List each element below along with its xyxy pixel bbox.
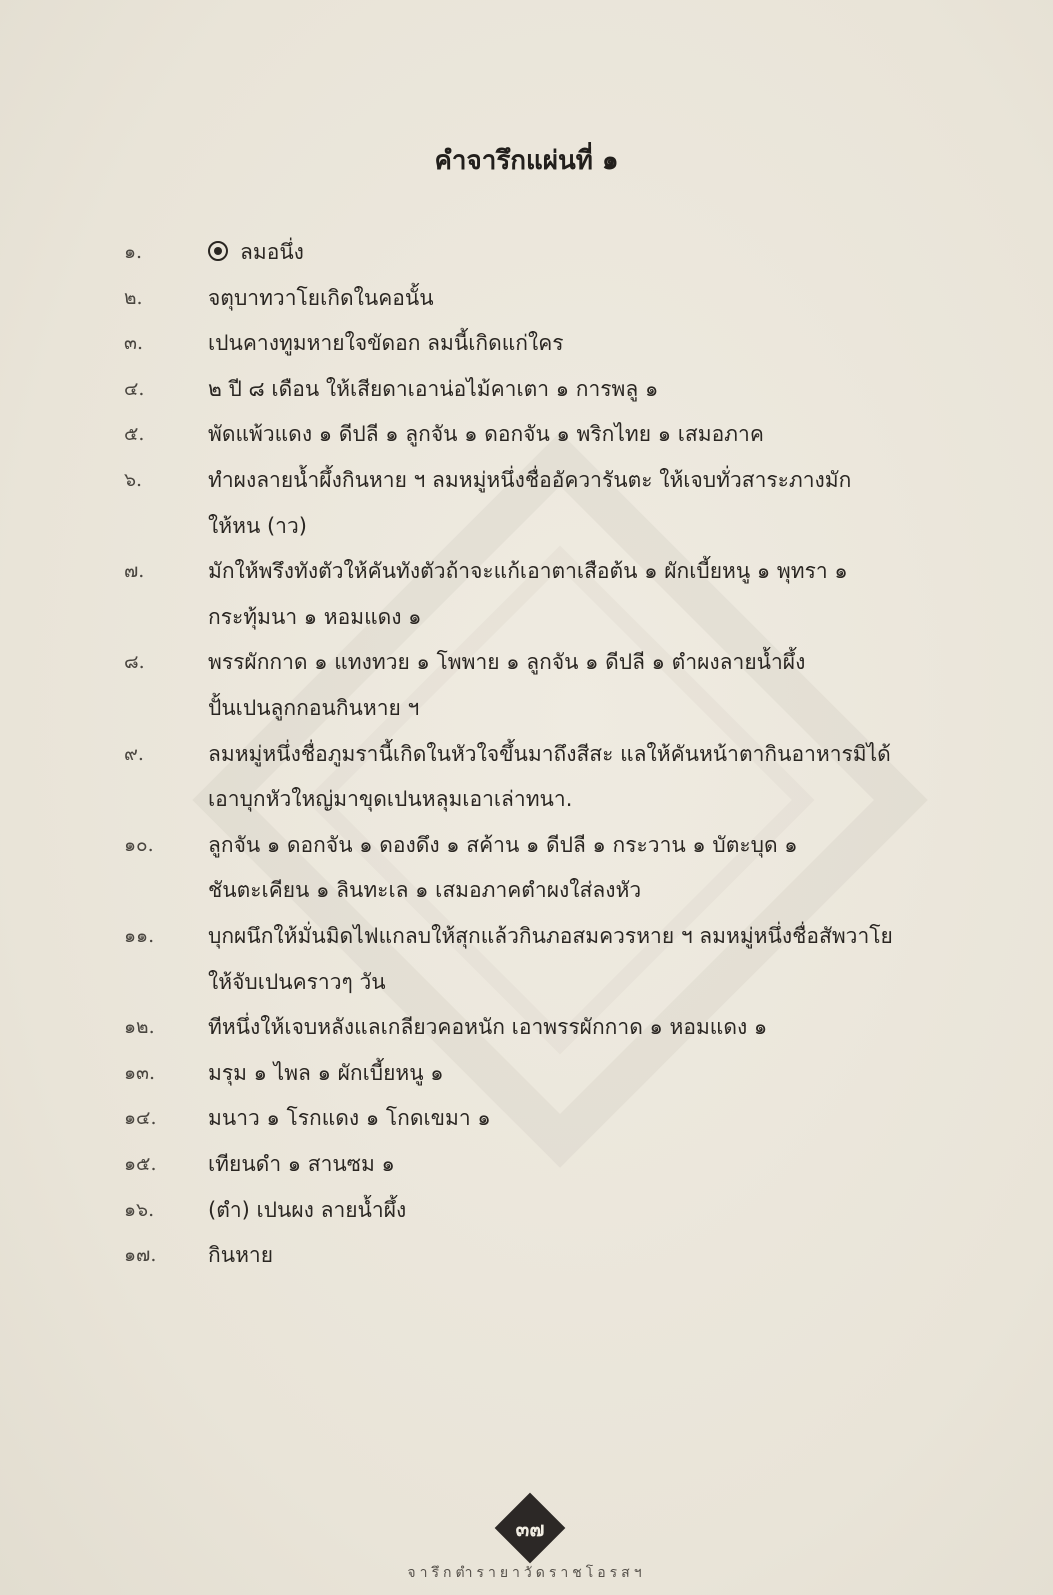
item-text-line: ให้หน (าว) (208, 513, 307, 538)
item-text-line: ให้จับเปนคราวๆ วัน (208, 969, 386, 994)
item-number: ๕. (124, 423, 145, 446)
radio-bullet-icon (208, 241, 228, 261)
item-number: ๘. (124, 651, 145, 674)
footer-title: จารึกตำรายาวัดราชโอรสฯ (407, 1565, 646, 1581)
item-number: ๑๔. (124, 1107, 157, 1130)
item-number: ๑๐. (124, 833, 154, 856)
item-text-line: มรุม ๑ ไพล ๑ ผักเบี้ยหนู ๑ (208, 1060, 444, 1085)
page-number: ๓๗ (515, 1517, 545, 1541)
item-text-line: (ตำ) เปนผง ลายน้ำผึ้ง (208, 1197, 407, 1222)
item-number: ๗. (124, 560, 145, 583)
item-text-line: ลมอนึ่ง (208, 230, 948, 275)
item-text-line: กินหาย (208, 1243, 274, 1268)
item-number: ๓. (124, 332, 144, 355)
item-text-line: มนาว ๑ โรกแดง ๑ โกดเขมา ๑ (208, 1106, 491, 1131)
item-number: ๙. (124, 742, 144, 765)
item-text-line: จตุบาทวาโยเกิดในคอนั้น (208, 285, 434, 310)
item-text-line: ลูกจัน ๑ ดอกจัน ๑ ดองดึง ๑ สค้าน ๑ ดีปลี ๑ กระวาน ๑ บัตะบุด ๑ (208, 832, 798, 857)
item-text-line: มักให้พรึงทังตัวให้คันทังตัวถ้าจะแก้เอาตาเสือต้น ๑ ผักเบี้ยหนู ๑ พุทรา ๑ (208, 559, 848, 584)
item-number: ๑๓. (124, 1061, 156, 1084)
item-number: ๖. (124, 469, 143, 491)
item-number: ๑๗. (124, 1244, 157, 1267)
item-text-line: กระทุ้มนา ๑ หอมแดง ๑ (208, 604, 422, 629)
item-text-line: ทีหนึ่งให้เจบหลังแลเกลียวคอหนัก เอาพรรผักกาด ๑ หอมแดง ๑ (208, 1015, 768, 1040)
item-text-line: เทียนดำ ๑ สานซม ๑ (208, 1152, 395, 1176)
item-text-line: ปั้นเปนลูกกอนกินหาย ฯ (208, 695, 420, 720)
page-title: คำจารึกแผ่นที่ ๑ (434, 146, 619, 176)
item-number: ๑. (124, 241, 143, 263)
item-text-line: ชันตะเคียน ๑ ลินทะเล ๑ เสมอภาคตำผงใส่ลงหัว (208, 878, 642, 903)
item-text-line: ๒ ปี ๘ เดือน ให้เสียดาเอาน่อไม้คาเตา ๑ การพลู ๑ (208, 376, 659, 401)
item-text-line: พัดแพ้วแดง ๑ ดีปลี ๑ ลูกจัน ๑ ดอกจัน ๑ พริกไทย ๑ เสมอภาค (208, 422, 764, 447)
item-text-line: พรรผักกาด ๑ แทงทวย ๑ โพพาย ๑ ลูกจัน ๑ ดีปลี ๑ ตำผงลายน้ำผึ้ง (208, 650, 806, 675)
item-text-line: บุกผนึกให้มั่นมิดไฟแกลบให้สุกแล้วกินภอสมควรหาย ฯ ลมหมู่หนึ่งชื่อสัพวาโย (208, 924, 893, 948)
item-number: ๑๕. (124, 1153, 157, 1175)
item-text-line: ทำผงลายน้ำผึ้งกินหาย ฯ ลมหมู่หนึ่งชื่ออัควารันตะ ให้เจบทั่วสาระภางมัก (208, 468, 852, 492)
item-number: ๑๑. (124, 925, 155, 947)
item-text-line: เปนคางทูมหายใจขัดอก ลมนี้เกิดแก่ใคร (208, 331, 564, 356)
item-number: ๑๒. (124, 1016, 155, 1039)
item-text-line: เอาบุกหัวใหญ่มาขุดเปนหลุมเอาเล่าทนา. (208, 787, 573, 812)
item-number: ๑๖. (124, 1198, 155, 1221)
item-number: ๒. (124, 286, 143, 309)
item-number: ๔. (124, 377, 145, 400)
item-text-line: ลมหมู่หนึ่งชื่อภูมรานี้เกิดในหัวใจขึ้นมาถึงสีสะ แลให้คันหน้าตากินอาหารมิได้ (208, 741, 891, 766)
